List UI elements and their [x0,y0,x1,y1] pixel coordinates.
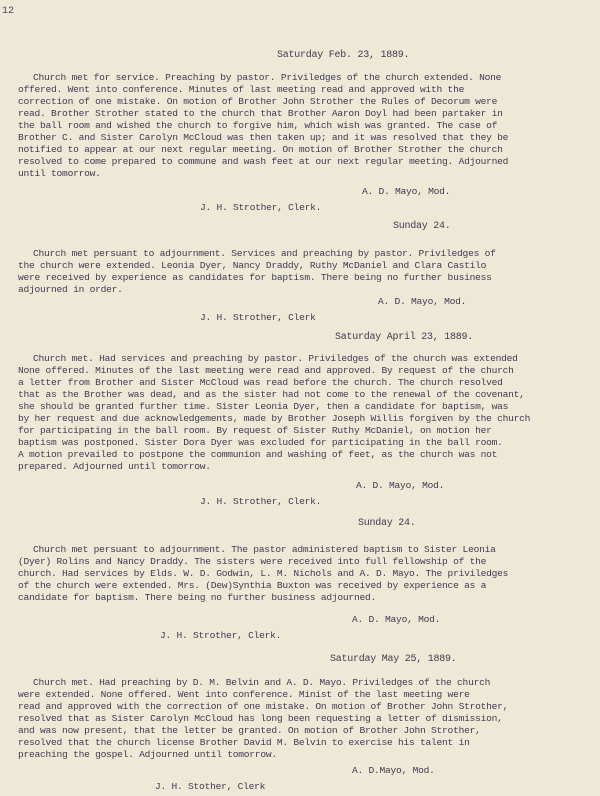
page-number: 12 [2,6,15,17]
entry-line: read. Brother Strother stated to the church that Brother Aaron Doyl had been partaker in [18,108,503,119]
moderator-signature: A. D. Mayo, Mod. [352,614,441,625]
entry-line: and was now present, that the letter be granted. On motion of Brother John Strother, [18,725,481,736]
entry-line: resolved that as Sister Carolyn McCloud has long been requesting a letter of dismission, [18,713,503,724]
entry-line: for participating in the ball room. By request of Sister Ruthy McDaniel, on motion her [18,425,492,436]
entry-line: she should be granted further time. Sister Leonia Dyer, then a candidate for baptism, was [18,401,509,412]
entry-line: the ball room and wished the church to forgive him, which wish was granted. The case of [18,120,498,131]
entry-line: Church met for service. Preaching by pastor. Priviledges of the church extended. None [33,72,502,83]
entry-line: that as the Brother was dead, and as the sister had not come to the renewal of the covenant, [18,389,525,400]
entry-line: None offered. Minutes of the last meeting were read and approved. By request of the church [18,365,514,376]
entry-line: preaching the gospel. Adjourned until tomorrow. [18,749,277,760]
entry-line: (Dyer) Rolins and Nancy Draddy. The sisters were received into full fellowship of the [18,556,487,567]
entry-line: resolved that the church license Brother David M. Belvin to exercise his talent in [18,737,470,748]
entry-line: the church were extended. Leonia Dyer, Nancy Draddy, Ruthy McDaniel and Clara Castilo [18,260,487,271]
entry-line: church. Had services by Elds. W. D. Godwin, L. M. Nichols and A. D. Mayo. The priviledges [18,568,509,579]
entry-line: offered. Went into conference. Minutes of last meeting read and approved with the [18,84,465,95]
entry-date: Saturday Feb. 23, 1889. [277,50,410,61]
entry-line: Church met persuant to adjournment. The pastor administered baptism to Sister Leonia [33,544,496,555]
entry-line: a letter from Brother and Sister McCloud was read before the church. The church resolved [18,377,503,388]
moderator-signature: A. D.Mayo, Mod. [352,765,435,776]
clerk-signature: J. H. Stother, Clerk [155,781,266,792]
entry-line: of the church were extended. Mrs. (Dew)Synthia Buxton was received by experience as a [18,580,487,591]
moderator-signature: A. D. Mayo, Mod. [362,186,451,197]
clerk-signature: J. H. Strother, Clerk. [200,202,322,213]
entry-line: A motion prevailed to postpone the communion and washing of feet, as the church was not [18,449,498,460]
entry-line: read and approved with the correction of one mistake. On motion of Brother John Strother, [18,701,509,712]
entry-date: Sunday 24. [393,221,451,232]
entry-line: notified to appear at our next regular meeting. On motion of Brother Strother the church [18,144,503,155]
clerk-signature: J. H. Strother, Clerk [200,312,316,323]
entry-line: were received by experience as candidates for baptism. There being no further business [18,272,492,283]
entry-date: Saturday May 25, 1889. [330,654,457,665]
entry-date: Sunday 24. [358,518,416,529]
entry-line: were extended. None offered. Went into conference. Minist of the last meeting were [18,689,470,700]
entry-line: adjourned in order. [18,284,123,295]
entry-line: Brother C. and Sister Carolyn McCloud was then taken up; and it was resolved that they be [18,132,509,143]
entry-line: until tomorrow. [18,168,101,179]
entry-line: candidate for baptism. There being no further business adjourned. [18,592,376,603]
moderator-signature: A. D. Mayo, Mod. [378,296,467,307]
entry-line: baptism was postponed. Sister Dora Dyer was excluded for participating in the ball room. [18,437,503,448]
entry-line: Church met. Had services and preaching by pastor. Priviledges of the church was extended [33,353,518,364]
entry-line: correction of one mistake. On motion of Brother John Strother the Rules of Decorum were [18,96,498,107]
moderator-signature: A. D. Mayo, Mod. [356,480,445,491]
entry-line: Church met. Had preaching by D. M. Belvin and A. D. Mayo. Priviledges of the church [33,677,491,688]
clerk-signature: J. H. Strother, Clerk. [200,496,322,507]
entry-line: prepared. Adjourned until tomorrow. [18,461,211,472]
clerk-signature: J. H. Strother, Clerk. [160,630,282,641]
entry-line: resolved to come prepared to commune and wash feet at our next regular meeting. Adjourned [18,156,509,167]
entry-line: by her request and due acknowledgements, made by Brother Joseph Willis forgiven by the church [18,413,531,424]
entry-line: Church met persuant to adjournment. Services and preaching by pastor. Priviledges of [33,248,496,259]
entry-date: Saturday April 23, 1889. [335,332,474,343]
